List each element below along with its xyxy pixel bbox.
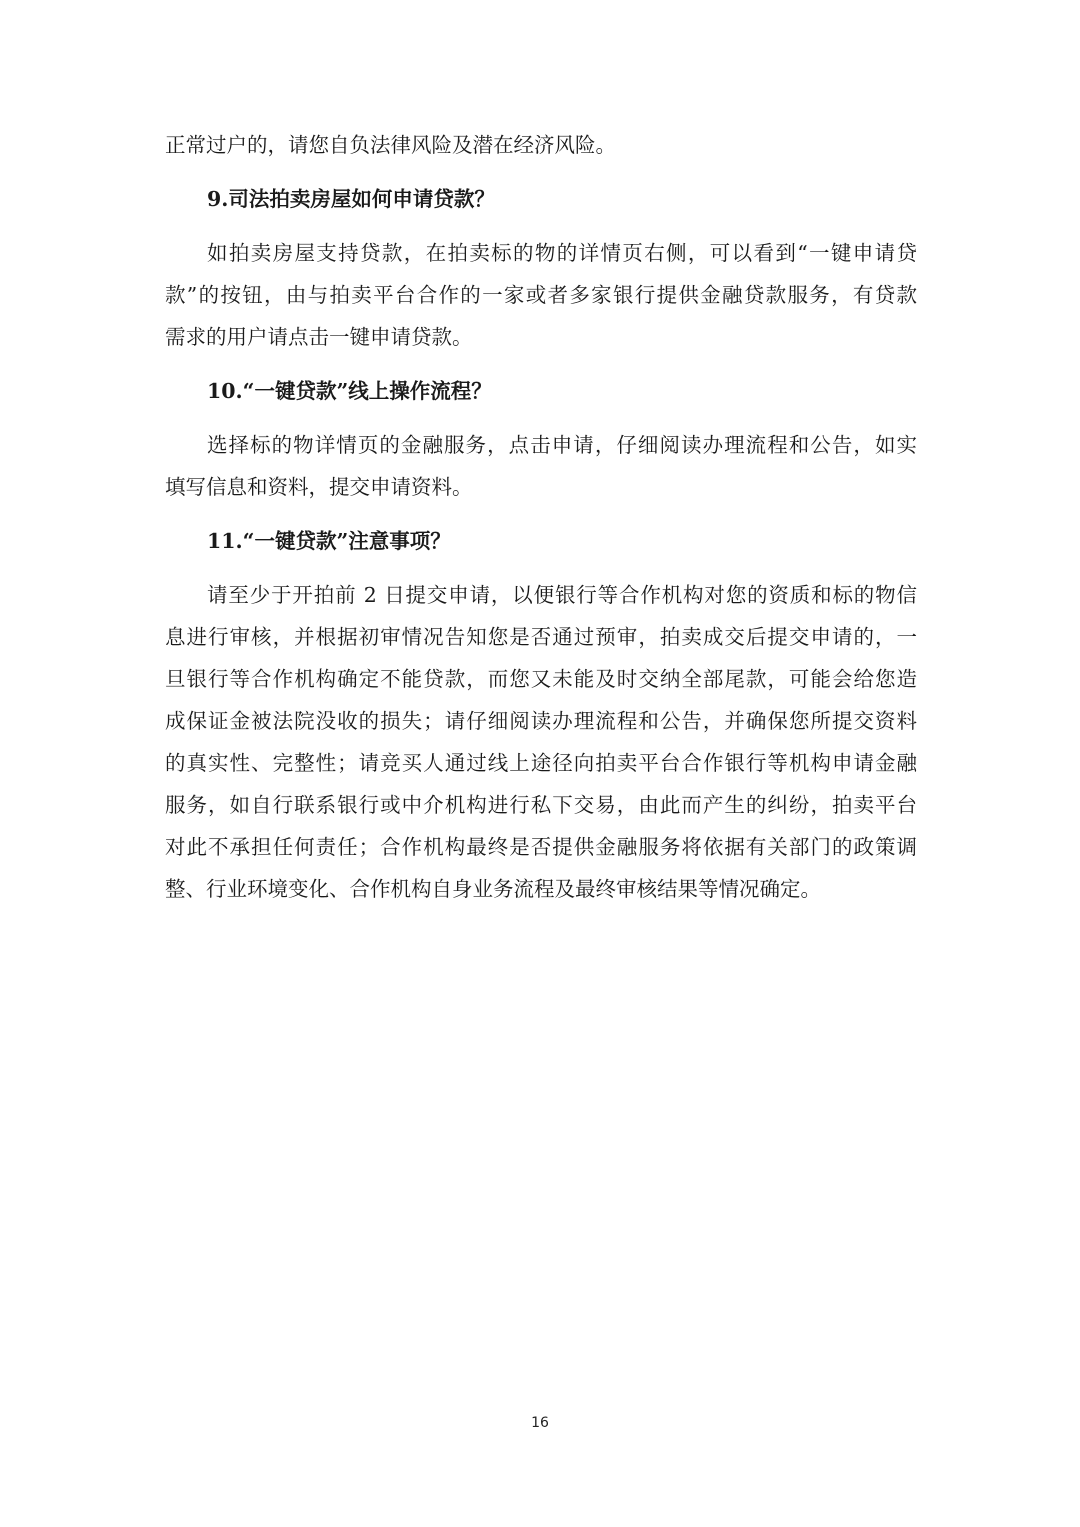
paragraph-line: 选择标的物详情页的金融服务，点击申请，仔细阅读办理流程和公告，如实 [207,433,917,457]
paragraph-line: 对此不承担任何责任；合作机构最终是否提供金融服务将依据有关部门的政策调 [165,835,917,859]
paragraph-line: 需求的用户请点击一键申请贷款。 [165,325,473,349]
paragraph-line: 的真实性、完整性；请竞买人通过线上途径向拍卖平台合作银行等机构申请金融 [165,751,917,775]
paragraph-line: 款”的按钮，由与拍卖平台合作的一家或者多家银行提供金融贷款服务，有贷款 [165,283,917,307]
continuation-text: 正常过户的，请您自负法律风险及潜在经济风险。 [165,133,616,157]
paragraph-line: 服务，如自行联系银行或中介机构进行私下交易，由此而产生的纠纷，拍卖平台 [165,793,917,817]
document-page [165,124,917,910]
section-heading-11: 11.“一键贷款”注意事项？ [207,529,451,553]
page-number: 16 [531,1415,549,1431]
section-heading-9: 9.司法拍卖房屋如何申请贷款？ [207,187,495,211]
paragraph-line: 请至少于开拍前 2 日提交申请，以便银行等合作机构对您的资质和标的物信 [207,583,917,607]
paragraph-line: 息进行审核，并根据初审情况告知您是否通过预审，拍卖成交后提交申请的，一 [165,625,917,649]
paragraph-line: 旦银行等合作机构确定不能贷款，而您又未能及时交纳全部尾款，可能会给您造 [165,667,917,691]
section-heading-10: 10.“一键贷款”线上操作流程？ [207,379,492,403]
paragraph-line: 成保证金被法院没收的损失；请仔细阅读办理流程和公告，并确保您所提交资料 [165,709,917,733]
paragraph-line: 填写信息和资料，提交申请资料。 [165,475,473,499]
paragraph-line: 如拍卖房屋支持贷款，在拍卖标的物的详情页右侧，可以看到“一键申请贷 [207,241,917,265]
paragraph-line: 整、行业环境变化、合作机构自身业务流程及最终审核结果等情况确定。 [165,877,821,901]
